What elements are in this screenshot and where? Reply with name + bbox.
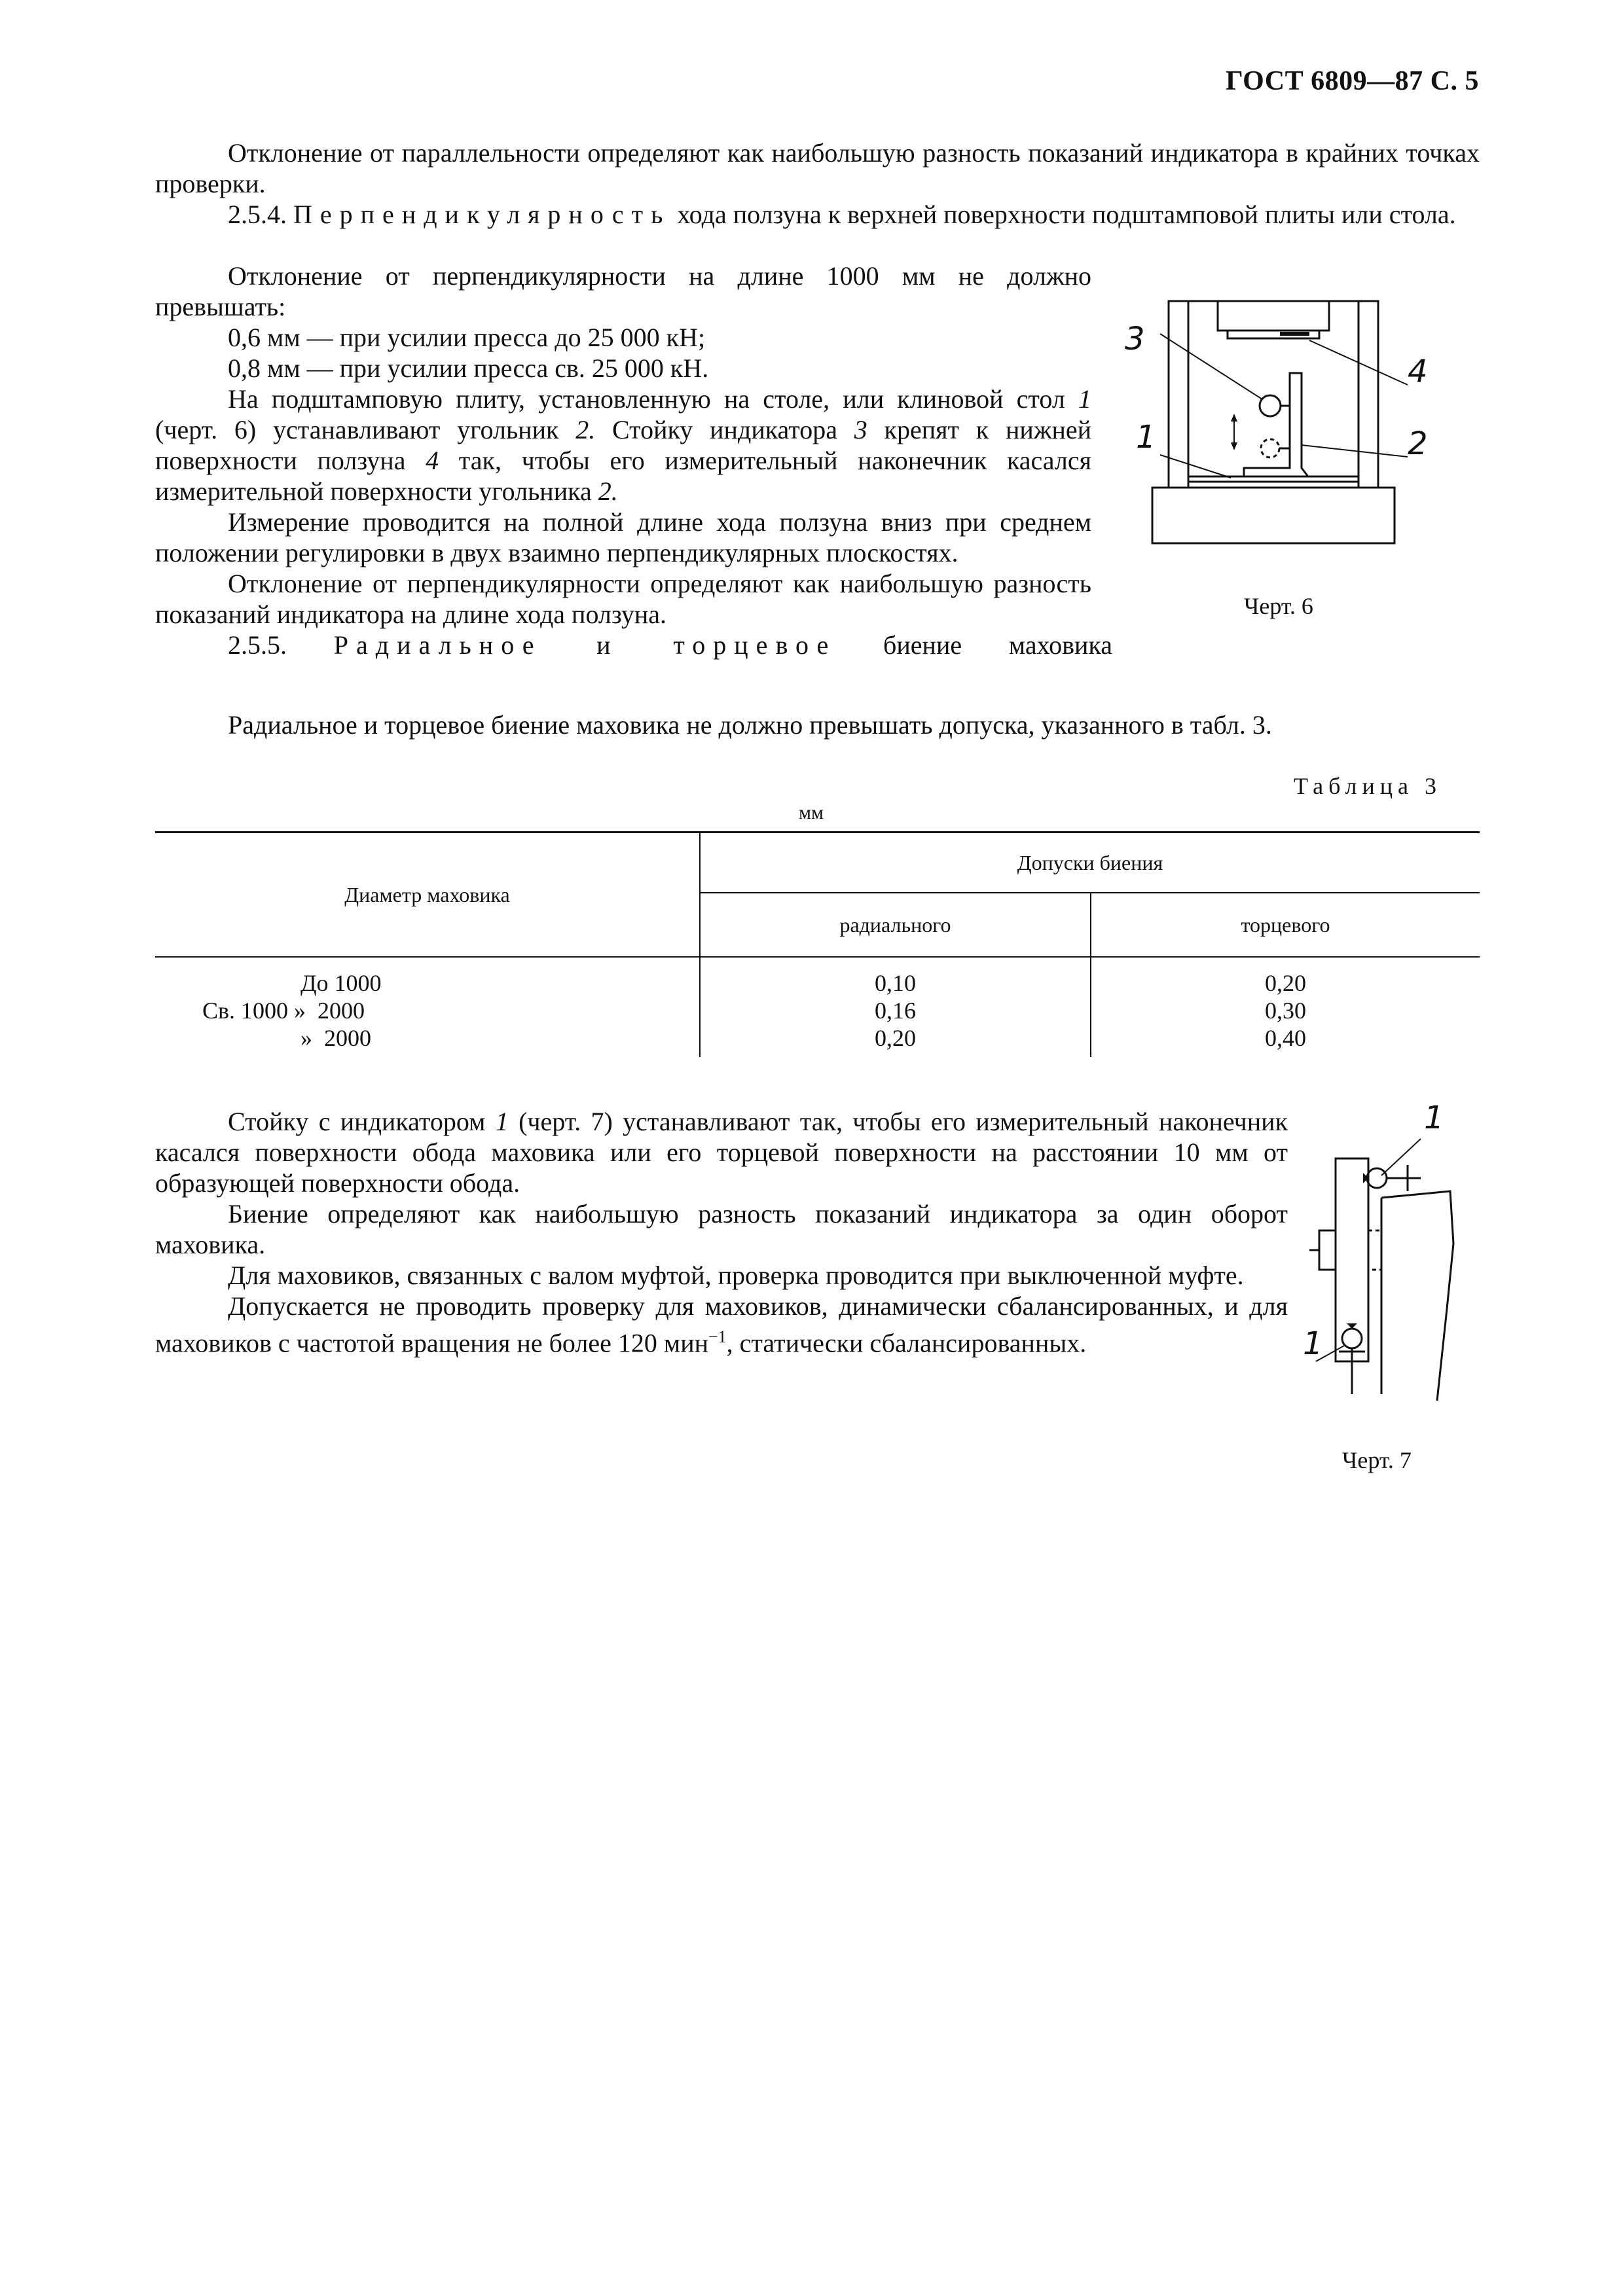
paragraph-stand: Стойку с индикатором 1 (черт. 7) устанавливают так, чтобы его измерительный наконечник касался поверхности обода маховика или его торцевой поверхности на расстоянии 10 мм от образующей поверхности обода. bbox=[155, 1107, 1288, 1198]
fig6-label-3: 3 bbox=[1125, 321, 1145, 357]
ref-2b: 2. bbox=[598, 476, 618, 506]
table-cell: 0,20 bbox=[1265, 970, 1306, 996]
runout-text-block bbox=[155, 709, 1480, 740]
paragraph-limit: Отклонение от перпендикулярности на длине 1000 мм не должно превышать: bbox=[155, 261, 1091, 321]
flywheel-text-block bbox=[155, 1106, 1288, 1358]
paragraph-clutch: Для маховиков, связанных с валом муфтой, проверка проводится при выключенной муфте. bbox=[228, 1261, 1244, 1290]
table-row: До 1000 bbox=[301, 970, 382, 996]
right-column bbox=[1359, 301, 1378, 488]
th-face: торцевого bbox=[1091, 893, 1480, 957]
fig6-label-4: 4 bbox=[1408, 353, 1428, 390]
col-face-values bbox=[1091, 957, 1480, 1057]
paragraph-setup: На подштамповую плиту, установленную на столе, или клиновой стол 1 (черт. 6) устанавливают угольник 2. Стойку индикатора 3 крепят к нижней поверхности ползуна 4 так, чтобы его измерительный наконечник касался измерительной поверхности угольника 2. bbox=[155, 384, 1092, 506]
th-tolerances: Допуски биения bbox=[700, 833, 1480, 893]
indicator-lower bbox=[1261, 439, 1279, 457]
press-frame-outline bbox=[1381, 1191, 1453, 1401]
fig6-label-1: 1 bbox=[1136, 419, 1156, 456]
section-title: Перпендикулярность bbox=[293, 200, 671, 229]
table-cell: 0,40 bbox=[1265, 1025, 1306, 1051]
figure-7-caption: Черт. 7 bbox=[1342, 1447, 1412, 1473]
press-table bbox=[1152, 488, 1395, 543]
ref-3: 3 bbox=[854, 415, 867, 444]
table-cell: 0,20 bbox=[875, 1025, 916, 1051]
section-2-5-5 bbox=[155, 630, 1112, 660]
section-text: биение маховика bbox=[883, 630, 1112, 660]
figure-6-caption: Черт. 6 bbox=[1244, 593, 1313, 619]
table-3 bbox=[155, 831, 1480, 1057]
figure-7-flywheel-diagram bbox=[1303, 1113, 1460, 1401]
ref-1: 1 bbox=[1078, 384, 1091, 414]
table-cell: 0,16 bbox=[875, 997, 916, 1024]
paragraph-limit-08: 0,8 мм — при усилии пресса св. 25 000 кН. bbox=[228, 353, 709, 383]
figure-6-press-diagram bbox=[1139, 288, 1414, 550]
col-radial-values bbox=[700, 957, 1091, 1057]
left-column bbox=[1169, 301, 1188, 488]
th-radial: радиального bbox=[700, 893, 1091, 957]
angle-square bbox=[1244, 373, 1308, 476]
paragraph-measurement: Измерение проводится на полной длине хода ползуна вниз при среднем положении регулировки в двух взаимно перпендикулярных плоскостях. bbox=[155, 507, 1091, 567]
section-title: Радиальное и торцевое bbox=[333, 630, 837, 660]
col-diameter-values bbox=[155, 957, 700, 1057]
paragraph-exception: Допускается не проводить проверку для маховиков, динамически сбалансированных, и для маховиков с частотой вращения не более 120 мин$^{-1}$, статически сбалансированных. bbox=[155, 1291, 1288, 1358]
table-row: » 2000 bbox=[301, 1025, 371, 1051]
slide bbox=[1218, 301, 1329, 331]
fig6-label-2: 2 bbox=[1408, 425, 1428, 462]
table-cell: 0,30 bbox=[1265, 997, 1306, 1024]
section-number: 2.5.5. bbox=[228, 630, 287, 660]
flywheel-rim bbox=[1336, 1158, 1368, 1361]
ref-1: 1 bbox=[495, 1107, 509, 1136]
paragraph-runout: Биение определяют как наибольшую разность показаний индикатора за один оборот маховика. bbox=[155, 1199, 1288, 1259]
table-body bbox=[155, 957, 1480, 1057]
section-number: 2.5.4. bbox=[228, 200, 287, 229]
paragraph-runout-limit: Радиальное и торцевое биение маховика не должно превышать допуска, указанного в табл. 3. bbox=[228, 710, 1272, 740]
indicator-upper bbox=[1260, 395, 1281, 416]
table-label: Таблица 3 bbox=[1294, 773, 1442, 799]
perpendicularity-text-block bbox=[155, 260, 1112, 660]
table-cell: 0,10 bbox=[875, 970, 916, 996]
paragraph-parallelism: Отклонение от параллельности определяют как наибольшую разность показаний индикатора в крайних точках проверки. bbox=[155, 138, 1480, 198]
th-diameter: Диаметр маховика bbox=[155, 833, 700, 958]
section-2-5-4 bbox=[155, 199, 1480, 230]
paragraph-deviation: Отклонение от перпендикулярности определяют как наибольшую разность показаний индикатора на длине хода ползуна. bbox=[155, 569, 1091, 629]
fig7-label-1-top: 1 bbox=[1424, 1100, 1444, 1136]
flywheel-hub bbox=[1319, 1230, 1336, 1270]
paragraph-limit-06: 0,6 мм — при усилии пресса до 25 000 кН; bbox=[228, 323, 706, 352]
table-unit: мм bbox=[799, 802, 824, 823]
section-text: хода ползуна к верхней поверхности подштамповой плиты или стола. bbox=[677, 200, 1456, 229]
ref-2: 2. bbox=[575, 415, 596, 444]
fig7-label-1-bottom: 1 bbox=[1303, 1325, 1323, 1362]
page-header: ГОСТ 6809—87 С. 5 bbox=[1225, 66, 1479, 96]
ref-4: 4 bbox=[426, 446, 439, 475]
top-text-block bbox=[155, 137, 1480, 230]
indicator-upper bbox=[1367, 1168, 1387, 1188]
table-row: Св. 1000 » 2000 bbox=[202, 997, 365, 1024]
